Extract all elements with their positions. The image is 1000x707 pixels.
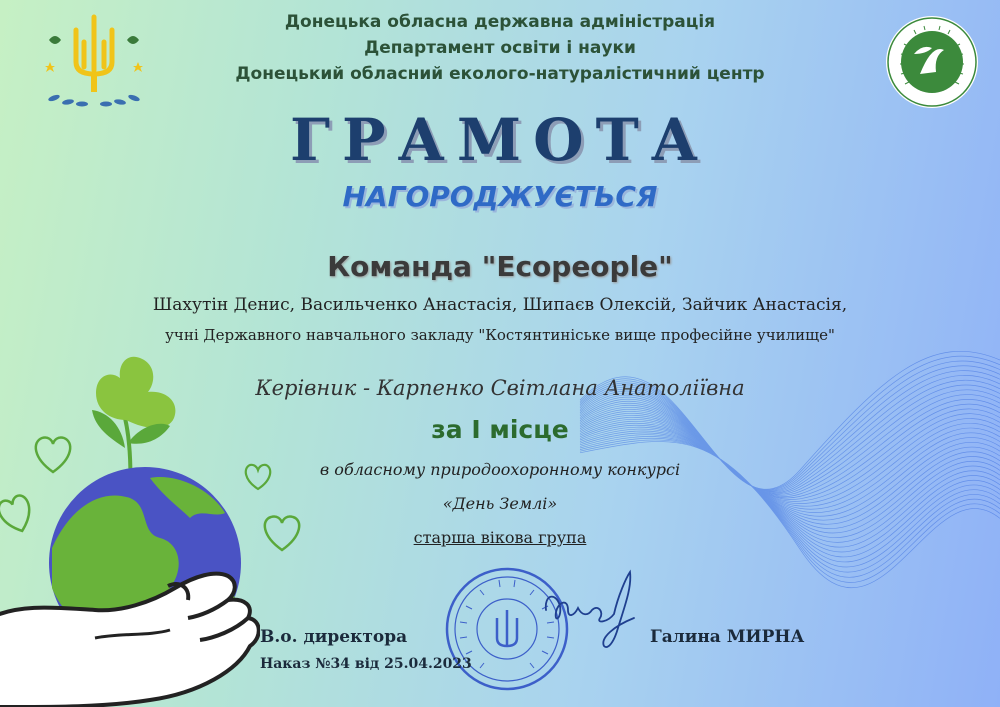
age-group: старша вікова група <box>413 528 587 547</box>
signature-name: Галина МИРНА <box>650 627 805 647</box>
school-name: учні Державного навчального закладу "Костянтиніське вище професійне училище" <box>165 326 835 344</box>
contest-name: «День Землі» <box>442 494 558 513</box>
header-line-2: Департамент освіти і науки <box>364 38 636 58</box>
wave-line <box>580 395 1000 496</box>
award-place: за І місце <box>431 415 569 444</box>
signature-position: В.о. директора <box>260 627 408 647</box>
signature-icon <box>534 566 654 656</box>
team-members: Шахутін Денис, Васильченко Анастасія, Шипаєв Олексій, Зайчик Анастасія, <box>152 295 848 315</box>
contest-description: в обласному природоохоронному конкурсі <box>319 460 681 479</box>
certificate-subtitle: НАГОРОДЖУЄТЬСЯ <box>342 180 658 213</box>
certificate-title: ГРАМОТА <box>289 106 711 174</box>
heart-icon <box>256 508 308 556</box>
header-line-3: Донецький обласний еколого-натуралістичний центр <box>235 64 765 84</box>
earth-in-hands-illustration <box>0 348 260 707</box>
header-line-1: Донецька обласна державна адміністрація <box>284 12 716 32</box>
team-name: Команда "Ecopeople" <box>327 250 673 283</box>
team-leader: Керівник - Карпенко Світлана Анатоліївна <box>255 376 745 400</box>
order-number: Наказ №34 від 25.04.2023 <box>260 656 472 672</box>
